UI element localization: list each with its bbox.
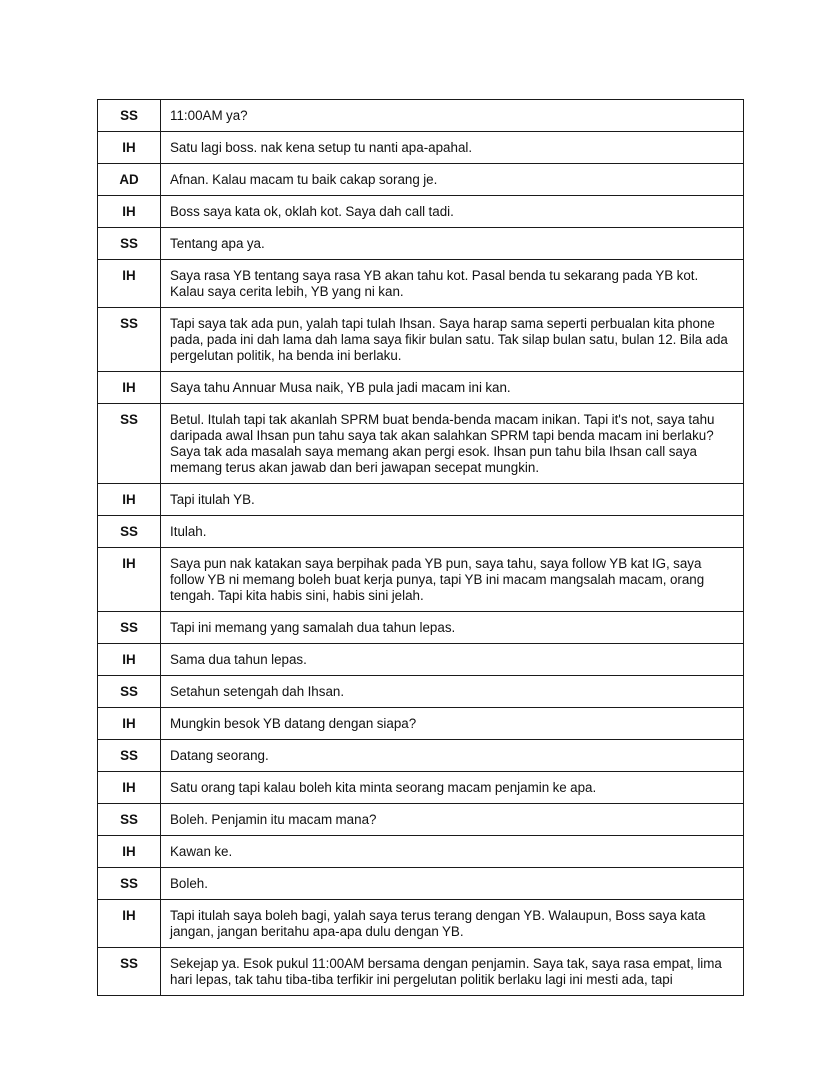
speaker-cell: SS bbox=[98, 516, 161, 548]
transcript-table bbox=[97, 99, 744, 996]
speaker-cell: SS bbox=[98, 404, 161, 484]
table-row bbox=[98, 772, 744, 804]
speaker-cell: IH bbox=[98, 132, 161, 164]
dialogue-cell: Boss saya kata ok, oklah kot. Saya dah call tadi. bbox=[161, 196, 744, 228]
table-row bbox=[98, 948, 744, 996]
speaker-cell: SS bbox=[98, 308, 161, 372]
dialogue-cell: Afnan. Kalau macam tu baik cakap sorang je. bbox=[161, 164, 744, 196]
table-row bbox=[98, 228, 744, 260]
table-row bbox=[98, 548, 744, 612]
dialogue-cell: Sekejap ya. Esok pukul 11:00AM bersama dengan penjamin. Saya tak, saya rasa empat, lima hari lepas, tak tahu tiba-tiba terfikir ini pergelutan politik berlaku lagi ini mesti ada, tapi bbox=[161, 948, 744, 996]
speaker-cell: SS bbox=[98, 868, 161, 900]
dialogue-cell: Sama dua tahun lepas. bbox=[161, 644, 744, 676]
speaker-cell: IH bbox=[98, 708, 161, 740]
dialogue-cell: Datang seorang. bbox=[161, 740, 744, 772]
speaker-cell: AD bbox=[98, 164, 161, 196]
speaker-cell: SS bbox=[98, 804, 161, 836]
dialogue-cell: Tapi ini memang yang samalah dua tahun lepas. bbox=[161, 612, 744, 644]
dialogue-cell: Kawan ke. bbox=[161, 836, 744, 868]
dialogue-cell: Betul. Itulah tapi tak akanlah SPRM buat benda-benda macam inikan. Tapi it's not, saya tahu daripada awal Ihsan pun tahu saya tak akan salahkan SPRM tapi benda macam ini berlaku? Saya tak ada masalah saya memang akan pergi esok. Ihsan pun tahu bila Ihsan call saya memang terus akan jawab dan beri jawapan secepat mungkin. bbox=[161, 404, 744, 484]
speaker-cell: IH bbox=[98, 900, 161, 948]
speaker-cell: IH bbox=[98, 260, 161, 308]
speaker-cell: SS bbox=[98, 228, 161, 260]
speaker-cell: SS bbox=[98, 676, 161, 708]
table-row bbox=[98, 676, 744, 708]
speaker-cell: SS bbox=[98, 612, 161, 644]
table-row bbox=[98, 644, 744, 676]
speaker-cell: IH bbox=[98, 644, 161, 676]
dialogue-cell: Itulah. bbox=[161, 516, 744, 548]
dialogue-cell: Tapi itulah YB. bbox=[161, 484, 744, 516]
table-row bbox=[98, 404, 744, 484]
dialogue-cell: Satu orang tapi kalau boleh kita minta seorang macam penjamin ke apa. bbox=[161, 772, 744, 804]
dialogue-cell: 11:00AM ya? bbox=[161, 100, 744, 132]
dialogue-cell: Saya pun nak katakan saya berpihak pada YB pun, saya tahu, saya follow YB kat IG, saya follow YB ni memang boleh buat kerja punya, tapi YB ini macam mangsalah macam, orang tengah. Tapi kita habis sini, habis sini jelah. bbox=[161, 548, 744, 612]
dialogue-cell: Tentang apa ya. bbox=[161, 228, 744, 260]
speaker-cell: IH bbox=[98, 484, 161, 516]
transcript-body bbox=[98, 100, 744, 996]
table-row bbox=[98, 740, 744, 772]
dialogue-cell: Saya tahu Annuar Musa naik, YB pula jadi macam ini kan. bbox=[161, 372, 744, 404]
speaker-cell: IH bbox=[98, 548, 161, 612]
table-row bbox=[98, 308, 744, 372]
dialogue-cell: Satu lagi boss. nak kena setup tu nanti apa-apahal. bbox=[161, 132, 744, 164]
table-row bbox=[98, 836, 744, 868]
speaker-cell: IH bbox=[98, 836, 161, 868]
table-row bbox=[98, 868, 744, 900]
table-row bbox=[98, 484, 744, 516]
table-row bbox=[98, 132, 744, 164]
table-row bbox=[98, 516, 744, 548]
table-row bbox=[98, 372, 744, 404]
dialogue-cell: Boleh. bbox=[161, 868, 744, 900]
speaker-cell: SS bbox=[98, 740, 161, 772]
dialogue-cell: Saya rasa YB tentang saya rasa YB akan tahu kot. Pasal benda tu sekarang pada YB kot. Kalau saya cerita lebih, YB yang ni kan. bbox=[161, 260, 744, 308]
table-row bbox=[98, 164, 744, 196]
speaker-cell: IH bbox=[98, 772, 161, 804]
table-row bbox=[98, 196, 744, 228]
table-row bbox=[98, 100, 744, 132]
dialogue-cell: Setahun setengah dah Ihsan. bbox=[161, 676, 744, 708]
speaker-cell: IH bbox=[98, 196, 161, 228]
dialogue-cell: Tapi itulah saya boleh bagi, yalah saya terus terang dengan YB. Walaupun, Boss saya kata jangan, jangan beritahu apa-apa dulu dengan YB. bbox=[161, 900, 744, 948]
speaker-cell: IH bbox=[98, 372, 161, 404]
table-row bbox=[98, 708, 744, 740]
table-row bbox=[98, 900, 744, 948]
speaker-cell: SS bbox=[98, 100, 161, 132]
table-row bbox=[98, 260, 744, 308]
transcript-page bbox=[97, 99, 744, 996]
dialogue-cell: Tapi saya tak ada pun, yalah tapi tulah Ihsan. Saya harap sama seperti perbualan kita phone pada, pada ini dah lama dah lama saya fikir bulan satu. Tak silap bulan satu, bulan 12. Bila ada pergelutan politik, ha benda ini berlaku. bbox=[161, 308, 744, 372]
speaker-cell: SS bbox=[98, 948, 161, 996]
table-row bbox=[98, 612, 744, 644]
dialogue-cell: Boleh. Penjamin itu macam mana? bbox=[161, 804, 744, 836]
table-row bbox=[98, 804, 744, 836]
dialogue-cell: Mungkin besok YB datang dengan siapa? bbox=[161, 708, 744, 740]
